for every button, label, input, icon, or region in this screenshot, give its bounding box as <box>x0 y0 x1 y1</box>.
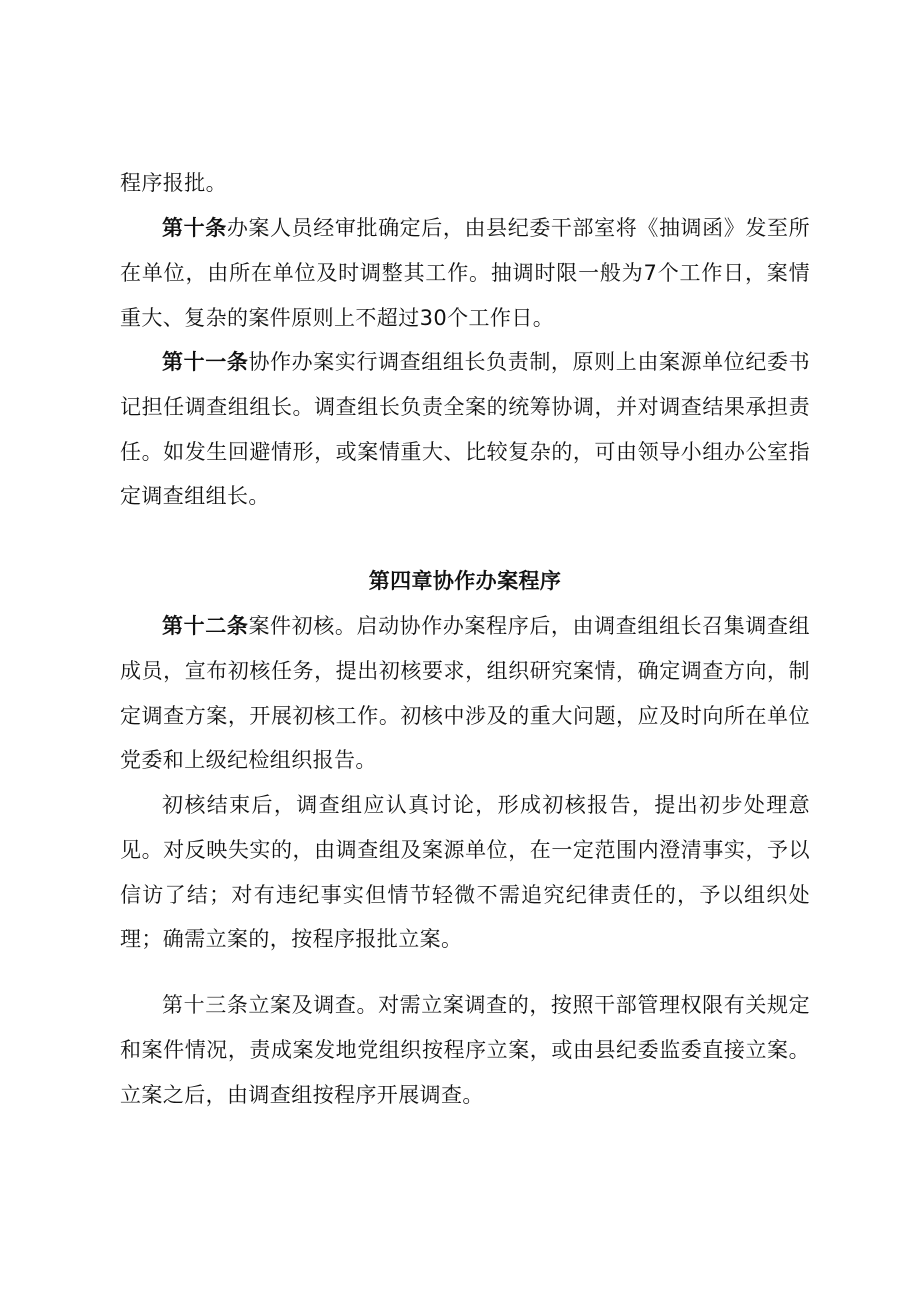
paragraph-text: 初核结束后，调查组应认真讨论，形成初核报告，提出初步处理意见。对反映失实的，由调查组及案源单位，在一定范围内澄清事实，予以信访了结；对有违纪事实但情节轻微不需追究纪律责任的，予以组织处理；确需立案的，按程序报批立案。 <box>120 793 810 952</box>
paragraph-article-11 <box>120 340 810 519</box>
paragraph-text: 案件初核。启动协作办案程序后，由调查组组长召集调查组成员，宣布初核任务，提出初核要求，组织研究案情，确定调查方向，制定调查方案，开展初核工作。初核中涉及的重大问题，应及时向所在单位党委和上级纪检组织报告。 <box>120 614 810 773</box>
paragraph-text: 程序报批。 <box>120 171 227 195</box>
article-number: 第十一条 <box>162 350 249 374</box>
chapter-heading: 第四章协作办案程序 <box>368 569 562 593</box>
paragraph-continuation <box>120 161 810 206</box>
article-number: 第十条 <box>162 216 227 240</box>
paragraph-article-10 <box>120 206 810 340</box>
paragraph-article-13 <box>120 983 810 1117</box>
paragraph-text: 协作办案实行调查组组长负责制，原则上由案源单位纪委书记担任调查组组长。调查组长负责全案的统筹协调，并对调查结果承担责任。如发生回避情形，或案情重大、比较复杂的，可由领导小组办公室指定调查组组长。 <box>120 350 810 509</box>
article-number: 第十二条 <box>162 614 249 638</box>
paragraph-text: 第十三条立案及调查。对需立案调查的，按照干部管理权限有关规定和案件情况，责成案发地党组织按程序立案，或由县纪委监委直接立案。立案之后，由调查组按程序开展调查。 <box>120 993 810 1107</box>
paragraph-text: 办案人员经审批确定后，由县纪委干部室将《抽调函》发至所在单位，由所在单位及时调整其工作。抽调时限一般为7个工作日，案情重大、复杂的案件原则上不超过30个工作日。 <box>120 216 810 330</box>
paragraph-article-12 <box>120 604 810 783</box>
paragraph-initial-check-conclusion <box>120 783 810 962</box>
